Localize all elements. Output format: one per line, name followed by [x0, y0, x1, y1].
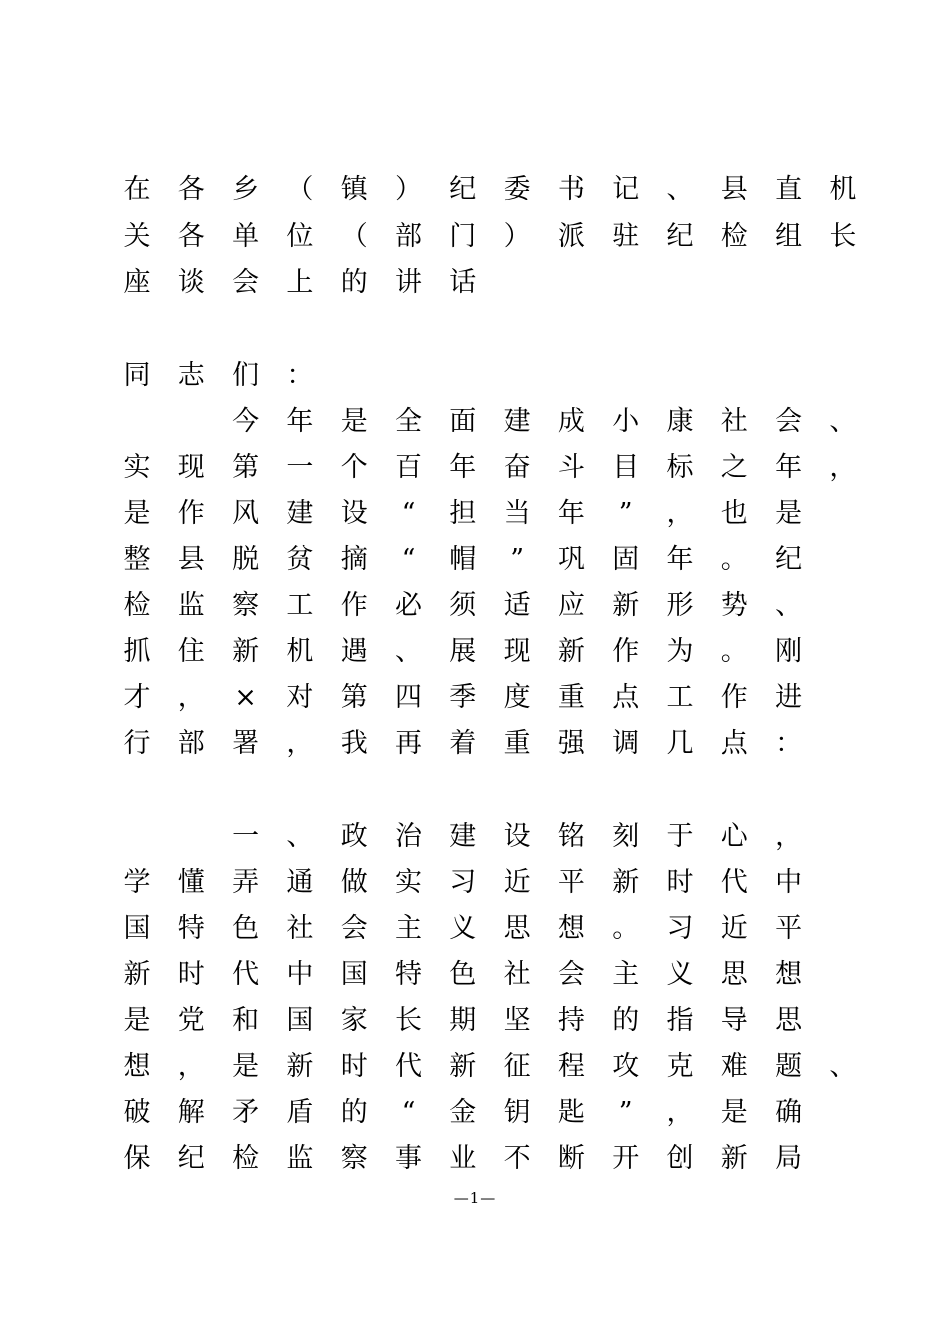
text-char: ， — [775, 821, 803, 852]
text-char: 是 — [720, 1097, 748, 1128]
text-char: 习 — [449, 867, 477, 898]
text-char: 建 — [449, 821, 477, 852]
text-char: 四 — [395, 682, 422, 713]
text-char: 谈 — [177, 267, 205, 298]
text-char: 工 — [286, 590, 314, 621]
text-char: 住 — [177, 636, 205, 667]
text-char: 纪 — [775, 544, 803, 575]
paragraph-line — [0, 1001, 950, 1041]
text-char: 单 — [232, 221, 260, 252]
text-char: 不 — [503, 1143, 531, 1174]
text-char: 坚 — [503, 1005, 531, 1036]
text-char: 代 — [232, 959, 260, 990]
text-char: 度 — [503, 682, 531, 713]
text-char: 是 — [232, 1051, 260, 1082]
text-char: 座 — [123, 267, 151, 298]
text-char: 察 — [340, 1143, 368, 1174]
text-char: 讲 — [395, 267, 422, 298]
text-char: 遇 — [340, 636, 368, 667]
text-char: 长 — [395, 1005, 422, 1036]
text-char: 确 — [775, 1097, 803, 1128]
text-char: 实 — [123, 452, 151, 483]
text-char: 和 — [232, 1005, 260, 1036]
text-char: 平 — [775, 913, 803, 944]
text-char: 同 — [123, 360, 151, 391]
text-char: 直 — [775, 174, 803, 205]
text-char: 长 — [829, 221, 857, 252]
text-char: 思 — [775, 1005, 803, 1036]
text-char: 、 — [286, 821, 314, 852]
text-char: ” — [510, 544, 524, 575]
text-char: 帽 — [449, 544, 477, 575]
text-char: 百 — [395, 452, 422, 483]
text-char: 第 — [340, 682, 368, 713]
paragraph-line — [0, 955, 950, 995]
text-char: 设 — [503, 821, 531, 852]
paragraph-line — [0, 540, 950, 580]
text-char: ， — [286, 728, 314, 759]
text-char: 志 — [177, 360, 205, 391]
text-char: 新 — [232, 636, 260, 667]
text-char: 代 — [395, 1051, 422, 1082]
text-char: 解 — [177, 1097, 205, 1128]
text-char: 特 — [177, 913, 205, 944]
text-char: 程 — [557, 1051, 585, 1082]
text-char: 年 — [449, 452, 477, 483]
text-char: 纪 — [177, 1143, 205, 1174]
text-char: 强 — [557, 728, 585, 759]
text-char: 指 — [666, 1005, 694, 1036]
text-char: （ — [286, 174, 314, 205]
text-char: 时 — [340, 1051, 368, 1082]
text-char: 平 — [557, 867, 585, 898]
text-char: 第 — [232, 452, 260, 483]
text-char: 国 — [123, 913, 151, 944]
text-char: 贫 — [286, 544, 314, 575]
text-char: 风 — [232, 498, 260, 529]
text-char: 代 — [720, 867, 748, 898]
text-char: 应 — [557, 590, 585, 621]
salutation — [0, 356, 950, 396]
text-char: ， — [177, 1051, 205, 1082]
text-char: 个 — [340, 452, 368, 483]
paragraph-line — [0, 863, 950, 903]
text-char: 驻 — [612, 221, 640, 252]
text-char: “ — [401, 1097, 416, 1128]
text-char: 懂 — [177, 867, 205, 898]
text-char: 、 — [829, 1051, 857, 1082]
text-char: 建 — [286, 498, 314, 529]
text-char: 今 — [232, 406, 260, 437]
text-char: 。 — [720, 544, 748, 575]
text-char: 点 — [612, 682, 640, 713]
text-char: 面 — [449, 406, 477, 437]
text-char: 学 — [123, 867, 151, 898]
text-char: ， — [666, 498, 694, 529]
text-char: 几 — [666, 728, 694, 759]
text-char: 一 — [232, 821, 260, 852]
text-char: 是 — [340, 406, 368, 437]
text-char: 心 — [720, 821, 748, 852]
text-char: 作 — [612, 636, 640, 667]
text-char: 业 — [449, 1143, 477, 1174]
text-char: 摘 — [340, 544, 368, 575]
text-char: 克 — [666, 1051, 694, 1082]
text-char: ， — [177, 682, 205, 713]
text-char: 想 — [557, 913, 585, 944]
text-char: 思 — [720, 959, 748, 990]
text-char: 才 — [123, 682, 151, 713]
text-char: 新 — [720, 1143, 748, 1174]
text-char: 矛 — [232, 1097, 260, 1128]
text-char: 乡 — [232, 174, 260, 205]
text-char: 对 — [286, 682, 314, 713]
text-char: 断 — [557, 1143, 585, 1174]
text-char: 实 — [395, 867, 422, 898]
text-char: 固 — [612, 544, 640, 575]
text-char: 部 — [395, 221, 422, 252]
text-char: 作 — [177, 498, 205, 529]
text-char: 导 — [720, 1005, 748, 1036]
text-char: ” — [618, 498, 633, 529]
text-char: ） — [395, 174, 422, 205]
text-char: 之 — [720, 452, 748, 483]
text-char: 察 — [232, 590, 260, 621]
text-char: 征 — [503, 1051, 531, 1082]
text-char: 为 — [666, 636, 694, 667]
text-char: 义 — [449, 913, 477, 944]
text-char: 作 — [340, 590, 368, 621]
text-char: 思 — [503, 913, 531, 944]
text-char: 巩 — [557, 544, 585, 575]
text-char: 中 — [286, 959, 314, 990]
text-char: 做 — [340, 867, 368, 898]
text-char: 纪 — [666, 221, 694, 252]
text-char: 近 — [720, 913, 748, 944]
text-char: 是 — [775, 498, 803, 529]
text-char: 担 — [449, 498, 477, 529]
text-char: 新 — [123, 959, 151, 990]
text-char: 重 — [503, 728, 531, 759]
text-char: 着 — [449, 728, 477, 759]
text-char: 攻 — [612, 1051, 640, 1082]
text-char: 各 — [177, 221, 205, 252]
text-char: 上 — [286, 267, 314, 298]
text-char: × — [234, 682, 257, 713]
text-char: 新 — [612, 590, 640, 621]
text-char: 钥 — [503, 1097, 531, 1128]
text-char: 中 — [775, 867, 803, 898]
text-char: 铭 — [557, 821, 585, 852]
text-char: 位 — [286, 221, 314, 252]
text-char: 时 — [177, 959, 205, 990]
text-char: 关 — [123, 221, 151, 252]
text-char: 国 — [286, 1005, 314, 1036]
text-char: 主 — [612, 959, 640, 990]
text-char: 的 — [340, 1097, 368, 1128]
text-char: 县 — [177, 544, 205, 575]
text-char: 会 — [232, 267, 260, 298]
text-char: 时 — [666, 867, 694, 898]
text-char: 、 — [829, 406, 857, 437]
text-char: ： — [286, 360, 314, 391]
text-char: 重 — [557, 682, 585, 713]
text-char: 年 — [666, 544, 694, 575]
text-char: 政 — [340, 821, 368, 852]
text-char: 全 — [395, 406, 422, 437]
text-char: 县 — [720, 174, 748, 205]
text-char: 工 — [666, 682, 694, 713]
text-char: 奋 — [503, 452, 531, 483]
text-char: 。 — [720, 636, 748, 667]
text-char: 门 — [449, 221, 477, 252]
text-char: 检 — [720, 221, 748, 252]
text-char: 习 — [666, 913, 694, 944]
text-char: 持 — [557, 1005, 585, 1036]
text-char: 当 — [503, 498, 531, 529]
text-char: 进 — [775, 682, 803, 713]
text-char: 难 — [720, 1051, 748, 1082]
text-char: 建 — [503, 406, 531, 437]
paragraph-line — [0, 402, 950, 442]
text-char: 年 — [557, 498, 585, 529]
text-char: 小 — [612, 406, 640, 437]
text-char: 期 — [449, 1005, 477, 1036]
text-char: 局 — [775, 1143, 803, 1174]
text-char: 家 — [340, 1005, 368, 1036]
text-char: 近 — [503, 867, 531, 898]
text-char: 会 — [340, 913, 368, 944]
paragraph-line — [0, 1093, 950, 1133]
text-char: 成 — [557, 406, 585, 437]
text-char: 机 — [286, 636, 314, 667]
text-char: 抓 — [123, 636, 151, 667]
text-char: 派 — [557, 221, 585, 252]
text-char: 行 — [123, 728, 151, 759]
text-char: 。 — [612, 913, 640, 944]
text-char: 镇 — [340, 174, 368, 205]
paragraph-line — [0, 909, 950, 949]
text-char: 破 — [123, 1097, 151, 1128]
text-char: 现 — [503, 636, 531, 667]
text-char: 检 — [232, 1143, 260, 1174]
text-char: ” — [618, 1097, 633, 1128]
text-char: 一 — [286, 452, 314, 483]
text-char: 话 — [449, 267, 477, 298]
text-char: 年 — [286, 406, 314, 437]
text-char: 也 — [720, 498, 748, 529]
text-char: 监 — [286, 1143, 314, 1174]
text-char: 标 — [666, 452, 694, 483]
text-char: 主 — [395, 913, 422, 944]
text-char: 通 — [286, 867, 314, 898]
text-char: 机 — [829, 174, 857, 205]
text-char: ， — [666, 1097, 694, 1128]
text-char: 是 — [123, 498, 151, 529]
text-char: 整 — [123, 544, 151, 575]
title-line — [0, 263, 950, 303]
text-char: 社 — [286, 913, 314, 944]
text-char: 我 — [340, 728, 368, 759]
text-char: 检 — [123, 590, 151, 621]
paragraph-line — [0, 1047, 950, 1087]
text-char: 目 — [612, 452, 640, 483]
text-char: 新 — [557, 636, 585, 667]
paragraph-line — [0, 632, 950, 672]
text-char: 、 — [775, 590, 803, 621]
text-char: 必 — [395, 590, 422, 621]
title-line — [0, 217, 950, 257]
text-char: 社 — [503, 959, 531, 990]
paragraph-line — [0, 448, 950, 488]
text-char: 再 — [395, 728, 422, 759]
text-char: ： — [775, 728, 803, 759]
text-char: 的 — [340, 267, 368, 298]
text-char: 于 — [666, 821, 694, 852]
text-char: 、 — [395, 636, 422, 667]
paragraph-line — [0, 678, 950, 718]
text-char: 书 — [557, 174, 585, 205]
paragraph-line — [0, 494, 950, 534]
text-char: 组 — [775, 221, 803, 252]
text-char: ） — [503, 221, 531, 252]
text-char: 盾 — [286, 1097, 314, 1128]
text-char: “ — [401, 498, 416, 529]
text-char: 刻 — [612, 821, 640, 852]
text-char: 题 — [775, 1051, 803, 1082]
text-char: 点 — [720, 728, 748, 759]
text-char: 康 — [666, 406, 694, 437]
text-char: 国 — [340, 959, 368, 990]
text-char: 适 — [503, 590, 531, 621]
text-char: 是 — [123, 1005, 151, 1036]
text-char: 年 — [775, 452, 803, 483]
text-char: 特 — [395, 959, 422, 990]
text-char: 展 — [449, 636, 477, 667]
text-char: 会 — [557, 959, 585, 990]
text-char: 创 — [666, 1143, 694, 1174]
text-char: 署 — [232, 728, 260, 759]
text-char: 作 — [720, 682, 748, 713]
text-char: 、 — [666, 174, 694, 205]
text-char: 治 — [395, 821, 422, 852]
title-line — [0, 170, 950, 210]
text-char: 现 — [177, 452, 205, 483]
text-char: 部 — [177, 728, 205, 759]
text-char: 会 — [775, 406, 803, 437]
text-char: 保 — [123, 1143, 151, 1174]
text-char: 新 — [449, 1051, 477, 1082]
text-char: 新 — [612, 867, 640, 898]
paragraph-line — [0, 586, 950, 626]
text-char: 弄 — [232, 867, 260, 898]
text-char: ， — [829, 452, 857, 483]
text-char: 须 — [449, 590, 477, 621]
text-char: 的 — [612, 1005, 640, 1036]
text-char: 开 — [612, 1143, 640, 1174]
text-char: 势 — [720, 590, 748, 621]
text-char: 纪 — [449, 174, 477, 205]
page-number: —1— — [453, 1189, 497, 1207]
text-char: 斗 — [557, 452, 585, 483]
text-char: （ — [340, 221, 368, 252]
text-char: 匙 — [557, 1097, 585, 1128]
paragraph-line — [0, 1139, 950, 1179]
text-char: 脱 — [232, 544, 260, 575]
paragraph-line — [0, 724, 950, 764]
section-heading-line — [0, 817, 950, 857]
text-char: 事 — [395, 1143, 422, 1174]
text-char: 义 — [666, 959, 694, 990]
text-char: 记 — [612, 174, 640, 205]
text-char: 色 — [449, 959, 477, 990]
text-char: “ — [401, 544, 416, 575]
text-char: 想 — [775, 959, 803, 990]
text-char: 们 — [232, 360, 260, 391]
text-char: 色 — [232, 913, 260, 944]
text-char: 设 — [340, 498, 368, 529]
text-char: 新 — [286, 1051, 314, 1082]
text-char: 季 — [449, 682, 477, 713]
text-char: 委 — [503, 174, 531, 205]
text-char: 在 — [123, 174, 151, 205]
text-char: 调 — [612, 728, 640, 759]
text-char: 各 — [177, 174, 205, 205]
text-char: 党 — [177, 1005, 205, 1036]
text-char: 金 — [449, 1097, 477, 1128]
text-char: 形 — [666, 590, 694, 621]
text-char: 想 — [123, 1051, 151, 1082]
text-char: 刚 — [775, 636, 803, 667]
text-char: 社 — [720, 406, 748, 437]
text-char: 监 — [177, 590, 205, 621]
